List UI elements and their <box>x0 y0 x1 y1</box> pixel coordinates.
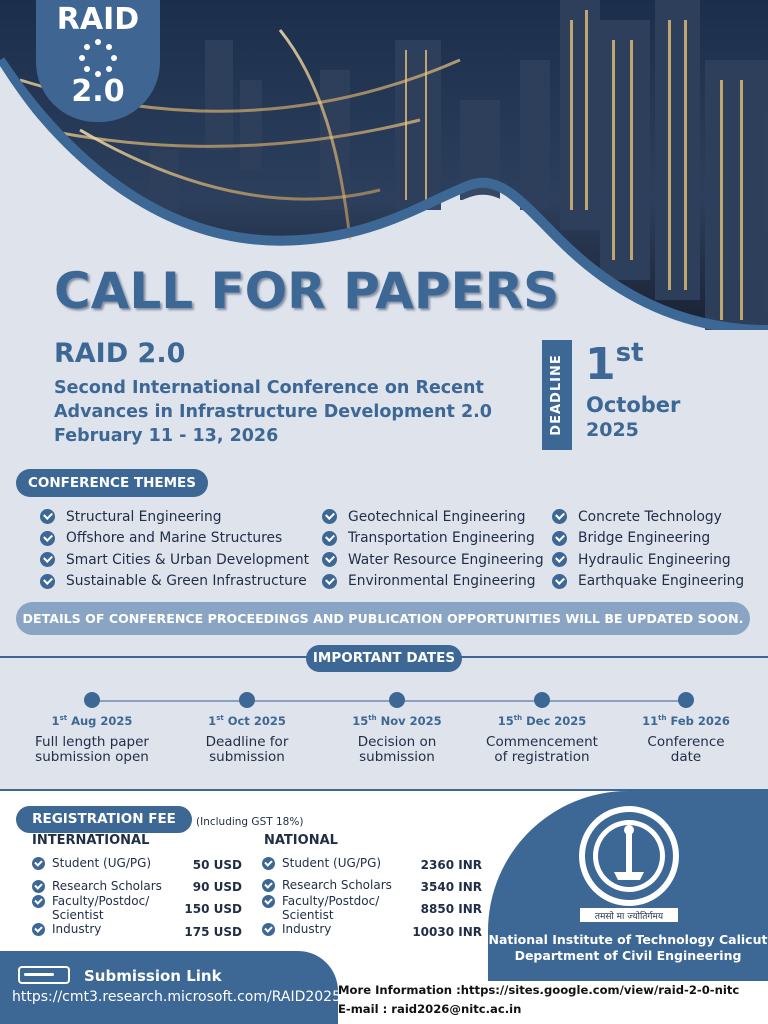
page-title: CALL FOR PAPERS <box>54 262 560 320</box>
logo-ring-icon <box>78 38 118 78</box>
milestone-line: Conference <box>647 734 725 750</box>
check-icon <box>322 531 337 546</box>
check-icon <box>40 531 55 546</box>
milestone-description <box>477 735 607 765</box>
milestone-suffix: th <box>658 714 667 723</box>
check-icon <box>40 552 55 567</box>
deadline-day-number: 1 <box>585 339 616 390</box>
milestone-month-year: Feb 2026 <box>670 714 730 728</box>
check-icon <box>262 879 275 892</box>
milestone-month-year: Oct 2025 <box>227 714 286 728</box>
theme-item <box>322 549 544 571</box>
submission-label: Submission Link <box>84 967 222 985</box>
deadline-year: 2025 <box>586 419 639 441</box>
milestone-suffix: st <box>216 714 224 723</box>
milestone-month-year: Nov 2025 <box>380 714 442 728</box>
fee-item <box>262 856 381 870</box>
themes-column-1 <box>40 506 309 592</box>
conference-short-name: RAID 2.0 <box>54 338 186 369</box>
fee-item <box>262 922 331 936</box>
theme-item <box>552 549 744 571</box>
milestone-date <box>27 714 157 728</box>
fee-category: Industry <box>52 922 102 936</box>
timeline-dot <box>84 692 100 708</box>
logo-version: 2.0 <box>71 74 125 109</box>
milestone-line: Deadline for <box>205 734 289 750</box>
conference-dates: February 11 - 13, 2026 <box>54 426 279 446</box>
check-icon <box>322 552 337 567</box>
theme-item <box>40 571 309 593</box>
milestone-line: submission open <box>35 749 149 765</box>
check-icon <box>552 574 567 589</box>
link-icon <box>18 966 70 984</box>
fee-amount: 150 USD <box>184 902 242 916</box>
milestone-description <box>621 735 751 765</box>
check-icon <box>262 895 275 908</box>
fee-amount: 50 USD <box>192 858 242 872</box>
conference-full-name: Second International Conference on Recent Advances in Infrastructure Development 2.0 <box>54 378 492 422</box>
deadline-month: October <box>586 393 681 417</box>
check-icon <box>322 574 337 589</box>
fee-item <box>32 856 151 870</box>
check-icon <box>32 895 45 908</box>
raid-logo <box>36 0 160 122</box>
check-icon <box>32 880 45 893</box>
deadline-day <box>585 338 644 390</box>
fee-amount: 175 USD <box>184 925 242 939</box>
milestone-description <box>332 735 462 765</box>
fee-category: Research Scholars <box>52 879 162 893</box>
fee-category: Faculty/Postdoc/ Scientist <box>282 894 380 922</box>
fee-amount: 10030 INR <box>412 925 482 939</box>
dates-heading: IMPORTANT DATES <box>306 645 462 672</box>
more-info-link[interactable]: More Information :https://sites.google.com/view/raid-2-0-nitc <box>338 983 740 997</box>
fee-item <box>32 922 101 936</box>
theme-label: Smart Cities & Urban Development <box>66 551 310 568</box>
submission-link[interactable]: https://cmt3.research.microsoft.com/RAID2025 <box>12 989 341 1005</box>
milestone-line: submission <box>209 749 285 765</box>
theme-label: Sustainable & Green Infrastructure <box>66 573 307 590</box>
milestone-date <box>182 714 312 728</box>
logo-title: RAID <box>56 2 140 37</box>
milestone-suffix: th <box>368 714 377 723</box>
deadline-label: DEADLINE <box>549 354 564 436</box>
theme-label: Hydraulic Engineering <box>578 551 731 568</box>
milestone-day: 1 <box>51 714 60 728</box>
check-icon <box>32 857 45 870</box>
logo-motto: तमसो मा ज्योतिर्गमय <box>594 912 664 922</box>
milestone-line: of registration <box>494 749 590 765</box>
theme-label: Water Resource Engineering <box>348 551 544 568</box>
milestone-line: Commencement <box>486 734 598 750</box>
milestone-date <box>332 714 462 728</box>
milestone-day: 15 <box>352 714 369 728</box>
registration-heading: REGISTRATION FEE <box>16 806 192 833</box>
theme-item <box>40 549 309 571</box>
fee-item <box>32 894 162 922</box>
theme-item <box>322 528 544 550</box>
themes-column-2 <box>322 506 544 592</box>
submission-box <box>0 951 338 1024</box>
theme-label: Geotechnical Engineering <box>348 508 526 525</box>
milestone-suffix: th <box>513 714 523 723</box>
national-heading: NATIONAL <box>264 833 338 848</box>
deadline-day-suffix: st <box>615 338 644 368</box>
milestone-month-year: Dec 2025 <box>526 714 587 728</box>
deadline-bar <box>542 340 572 450</box>
check-icon <box>40 509 55 524</box>
gst-note: (Including GST 18%) <box>196 816 304 828</box>
theme-label: Transportation Engineering <box>348 530 535 547</box>
institute-name <box>488 932 768 964</box>
milestone-line: Full length paper <box>35 734 149 750</box>
timeline-dot <box>389 692 405 708</box>
milestone-day: 11 <box>642 714 659 728</box>
fee-amount: 2360 INR <box>420 858 482 872</box>
institute-name-line: National Institute of Technology Calicut <box>488 932 768 947</box>
fee-amount: 3540 INR <box>420 880 482 894</box>
milestone-day: 15 <box>497 714 514 728</box>
check-icon <box>322 509 337 524</box>
check-icon <box>32 923 45 936</box>
theme-item <box>322 571 544 593</box>
milestone-date <box>477 714 607 728</box>
theme-label: Bridge Engineering <box>578 530 711 547</box>
fee-category: Industry <box>282 922 332 936</box>
milestone-month-year: Aug 2025 <box>71 714 133 728</box>
check-icon <box>262 923 275 936</box>
fee-category: Student (UG/PG) <box>282 856 382 870</box>
fee-category: Student (UG/PG) <box>52 856 152 870</box>
theme-item <box>552 528 744 550</box>
theme-label: Concrete Technology <box>578 508 722 525</box>
milestone-line: Decision on <box>357 734 437 750</box>
theme-item <box>552 571 744 593</box>
milestone-description <box>182 735 312 765</box>
milestone-day: 1 <box>208 714 217 728</box>
theme-item <box>40 506 309 528</box>
milestone-line: submission <box>359 749 435 765</box>
check-icon <box>40 574 55 589</box>
theme-item <box>552 506 744 528</box>
contact-email[interactable]: E-mail : raid2026@nitc.ac.in <box>338 1002 522 1016</box>
theme-item <box>322 506 544 528</box>
theme-label: Offshore and Marine Structures <box>66 530 283 547</box>
fee-category: Research Scholars <box>282 878 392 892</box>
fee-amount: 90 USD <box>192 880 242 894</box>
theme-item <box>40 528 309 550</box>
timeline-dot <box>678 692 694 708</box>
international-heading: INTERNATIONAL <box>32 833 150 848</box>
check-icon <box>552 531 567 546</box>
nitc-logo <box>574 804 684 922</box>
milestone-description <box>27 735 157 765</box>
themes-column-3 <box>552 506 744 592</box>
check-icon <box>552 509 567 524</box>
check-icon <box>262 857 275 870</box>
fee-amount: 8850 INR <box>420 902 482 916</box>
milestone-suffix: st <box>59 714 68 723</box>
milestone-date <box>621 714 751 728</box>
check-icon <box>552 552 567 567</box>
proceedings-notice: DETAILS OF CONFERENCE PROCEEDINGS AND PUBLICATION OPPORTUNITIES WILL BE UPDATED SOON. <box>16 602 750 635</box>
timeline-dot <box>239 692 255 708</box>
timeline-dot <box>534 692 550 708</box>
fee-category: Faculty/Postdoc/ Scientist <box>52 894 150 922</box>
fee-item <box>262 878 392 892</box>
department-name: Department of Civil Engineering <box>514 948 742 963</box>
milestone-line: date <box>670 749 702 765</box>
theme-label: Structural Engineering <box>66 508 222 525</box>
fee-item <box>32 879 162 893</box>
theme-label: Environmental Engineering <box>348 573 536 590</box>
fee-item <box>262 894 402 922</box>
theme-label: Earthquake Engineering <box>578 573 745 590</box>
themes-heading: CONFERENCE THEMES <box>16 469 208 497</box>
